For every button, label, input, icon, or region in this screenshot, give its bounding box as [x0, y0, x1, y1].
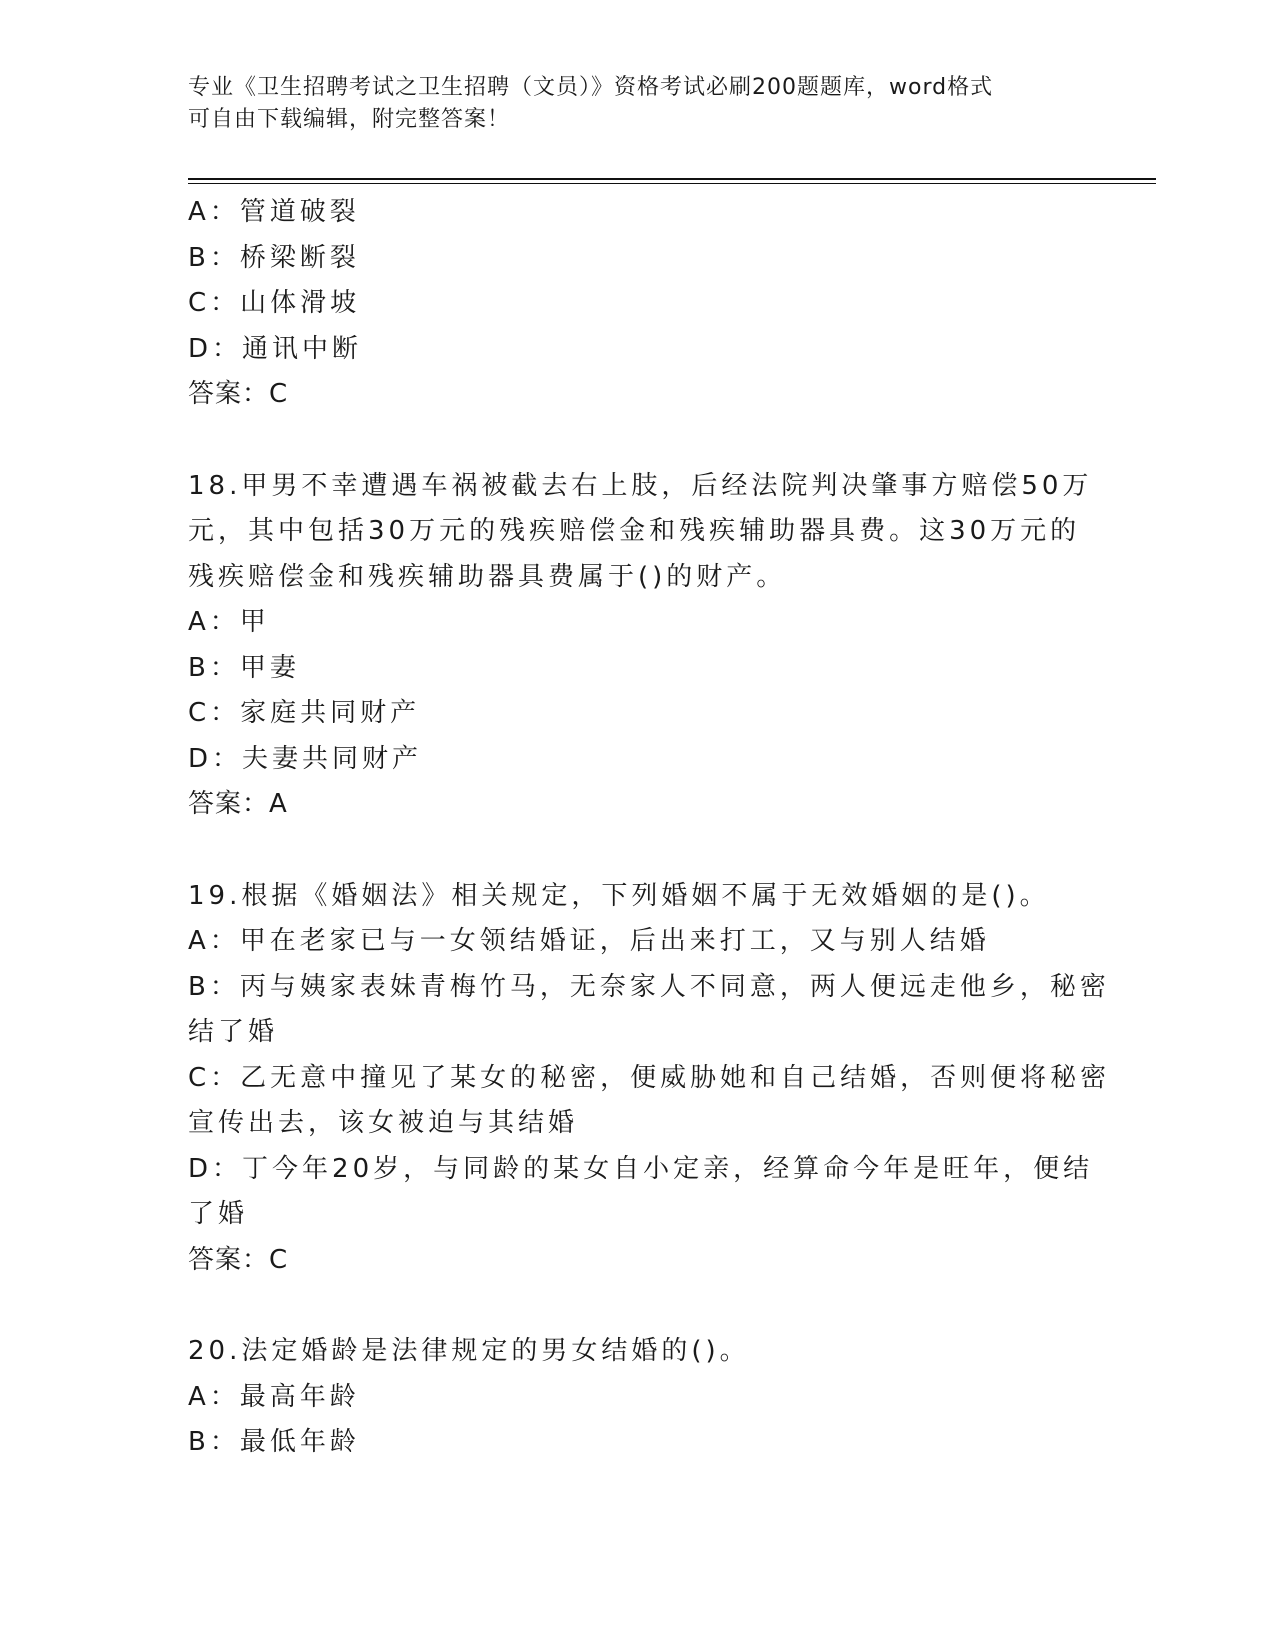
question-stem-line: 残疾赔偿金和残疾辅助器具费属于()的财产。	[188, 561, 787, 592]
header-line-1: 专业《卫生招聘考试之卫生招聘（文员）》资格考试必刷200题题库，word格式	[188, 75, 994, 100]
question-18	[188, 464, 1093, 828]
option-b: B：甲妻	[188, 652, 300, 683]
option-c: C：家庭共同财产	[188, 698, 421, 728]
option-d-continued: 了婚	[188, 1199, 249, 1229]
option-c: C：乙无意中撞见了某女的秘密，便威胁她和自己结婚，否则便将秘密	[188, 1062, 1111, 1093]
option-d: D：丁今年20岁，与同龄的某女自小定亲，经算命今年是旺年，便结	[188, 1153, 1094, 1184]
option-c: C：山体滑坡	[188, 288, 361, 318]
question-20	[188, 1329, 1088, 1466]
option-b-continued: 结了婚	[188, 1017, 279, 1047]
header-line-2: 可自由下载编辑，附完整答案！	[188, 107, 511, 132]
option-b: B：桥梁断裂	[188, 242, 360, 273]
spacer	[188, 1283, 1088, 1329]
question-stem-line: 元，其中包括30万元的残疾赔偿金和残疾辅助器具费。这30万元的	[188, 516, 1081, 546]
option-d: D：通讯中断	[188, 333, 363, 364]
question-19	[188, 874, 1111, 1284]
header-rule-thin	[188, 183, 1156, 184]
answer: 答案：A	[188, 789, 288, 819]
spacer	[188, 418, 1088, 464]
option-a: A：最高年龄	[188, 1381, 360, 1412]
option-a: A：管道破裂	[188, 197, 360, 227]
header-rule-thick	[188, 178, 1156, 180]
question-stem-line: 18.甲男不幸遭遇车祸被截去右上肢，后经法院判决肇事方赔偿50万	[188, 470, 1093, 501]
answer: 答案：C	[188, 379, 289, 409]
option-a: A：甲在老家已与一女领结婚证，后出来打工，又与别人结婚	[188, 926, 990, 956]
question-17	[188, 190, 1088, 418]
option-c-continued: 宣传出去，该女被迫与其结婚	[188, 1108, 579, 1138]
document-header	[188, 72, 1088, 136]
answer: 答案：C	[188, 1244, 289, 1275]
spacer	[188, 828, 1088, 874]
question-stem-line: 19.根据《婚姻法》相关规定，下列婚姻不属于无效婚姻的是()。	[188, 880, 1050, 911]
option-b: B：丙与姨家表妹青梅竹马，无奈家人不同意，两人便远走他乡，秘密	[188, 971, 1110, 1002]
document-body	[188, 190, 1111, 1466]
option-a: A：甲	[188, 607, 270, 637]
question-stem-line: 20.法定婚龄是法律规定的男女结婚的()。	[188, 1336, 750, 1366]
option-d: D：夫妻共同财产	[188, 743, 423, 774]
option-b: B：最低年龄	[188, 1427, 360, 1457]
